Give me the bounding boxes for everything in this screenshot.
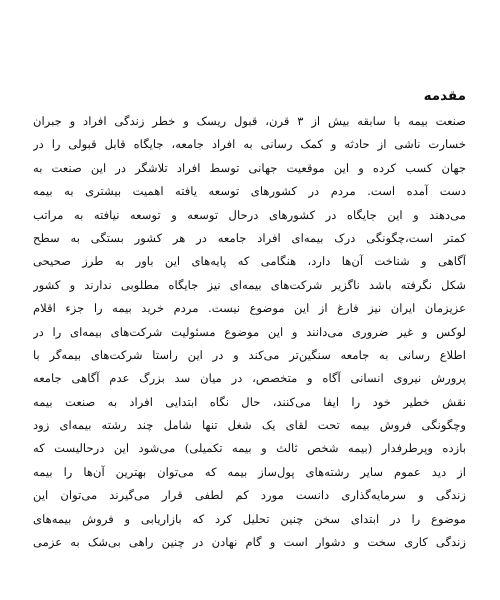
text-line: نقش خطیر خود را ایفا می‌کنند، حال نگاه ابتدایی افراد به صنعت بیمه [33, 394, 466, 409]
text-line: بازده وپرطرفدار (بیمه شخص ثالث و بیمه تکمیلی) می‌شود این درحالیست که [33, 441, 466, 456]
paragraph [33, 110, 466, 554]
text-line: آگاهی و شناخت آن‌ها دارد، هنگامی که پایه‌های این باور به طرز صحیحی [33, 254, 466, 269]
text-line: شکل نگرفته باشد ناگزیر شرکت‌های بیمه‌ای نیز جایگاه مطلوبی ندارند و کشور [33, 277, 466, 292]
text-line: اطلاع رسانی به جامعه سنگین‌تر می‌کند و در این راستا شرکت‌های بیمه‌گر با [33, 347, 466, 362]
text-line: عزیزمان ایران نیز فارغ از این موضوع نیست. مردم خرید بیمه را جزء اقلام [33, 301, 466, 316]
document-body [33, 86, 466, 554]
text-line: جهان کسب کرده و این موقعیت جهانی توسط افراد تلاشگر در این صنعت به [33, 160, 466, 175]
text-line: زندگی کاری سخت و دشوار است و گام نهادن در چنین راهی بی‌شک به عزمی [33, 535, 466, 550]
text-line: کمتر است،چگونگی درک بیمه‌ای افراد جامعه در هر کشور بستگی به سطح [33, 230, 466, 245]
text-line: می‌دهند و این جایگاه در کشورهای درحال توسعه و توسعه نیافته به مراتب [33, 207, 466, 222]
text-line: لوکس و غیر ضروری می‌دانند و این موضوع مسئولیت شرکت‌های بیمه‌ای را در [33, 324, 466, 339]
text-line: صنعت بیمه با سابقه بیش از ۳ قرن، قبول ریسک و خطر زندگی افراد و جبران [33, 114, 466, 128]
text-line: موضوع را در ابتدای سخن چنین تحلیل کرد که بازاریابی و فروش بیمه‌های [33, 511, 466, 526]
section-heading: مقدمه [423, 88, 466, 104]
text-line: وچگونگی فروش بیمه تحت لقای یک شغل تنها شامل چند رشته بیمه‌ای زود [33, 418, 466, 433]
text-line: دست آمده است. مردم در کشورهای توسعه یافته اهمیت بیشتری به بیمه [33, 184, 466, 199]
text-line: زندگی و سرمایه‌گذاری دانست مورد کم لطفی قرار می‌گیرند می‌توان این [33, 488, 466, 503]
text-line: پرورش نیروی انسانی آگاه و متخصص، در میان سد بزرگ عدم آگاهی جامعه [33, 371, 466, 386]
text-line: خسارت ناشی از حادثه و کمک رسانی به افراد جامعه، جایگاه قابل قبولی را در [33, 137, 466, 152]
text-line: از دید عموم سایر رشته‌های پول‌ساز بیمه که می‌توان بهترین آن‌ها را بیمه [33, 464, 466, 479]
